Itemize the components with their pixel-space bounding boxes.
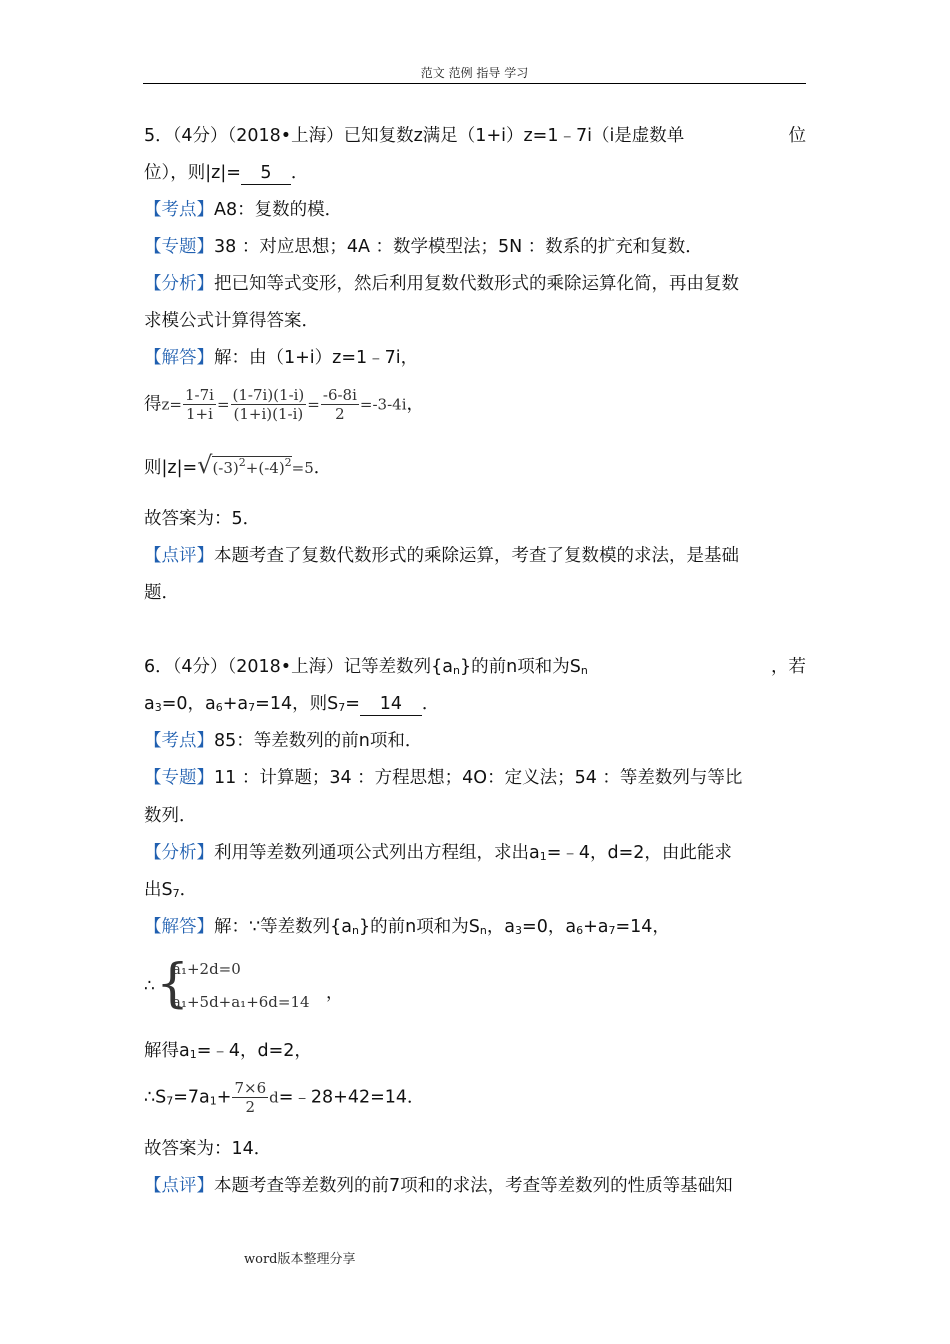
q5-sqrt-sign: √	[197, 451, 213, 479]
q6-jiede-a: 解得a	[144, 1041, 190, 1061]
q6-final-answer: 故答案为：14．	[144, 1139, 272, 1159]
q6-l2-sub7: 7	[248, 701, 256, 714]
q5-fenxi-line1	[144, 273, 739, 295]
q5-zhuanti-tag: 【专题】	[144, 237, 214, 257]
q5-f3-den: 2	[335, 405, 345, 423]
q6-s7-e: =﹣28+42=14．	[278, 1087, 425, 1108]
q5-kaodian	[144, 199, 342, 221]
q6-l2-sub6: 6	[215, 701, 223, 714]
q6-fenxi2-sub7: 7	[172, 887, 180, 900]
q6-zhuanti-tag: 【专题】	[144, 768, 214, 788]
q5-sqrt-body	[212, 456, 291, 477]
q5-final-answer: 故答案为：5．	[144, 509, 261, 529]
q5-modulus-line	[144, 452, 331, 479]
q6-jieda-sub-n2: n	[479, 924, 487, 937]
q5-ze: 则|z|=	[144, 458, 198, 478]
q6-stem-main	[144, 656, 588, 682]
q6-l2-sub3: 3	[154, 701, 162, 714]
q5-sqrt-a: (-3)	[212, 459, 239, 477]
q5-fenxi-text1: 把已知等式变形，然后利用复数代数形式的乘除运算化简，再由复数	[214, 274, 739, 294]
q6-l1-a: 6．（4分）（2018•上海）记等差数列{a	[144, 657, 453, 677]
q6-l2-b: =0，a	[161, 694, 216, 714]
q5-fraction-3	[321, 386, 359, 423]
q6-l2-c: +a	[222, 694, 249, 714]
q6-jiede-sub1: 1	[189, 1048, 197, 1061]
q6-jieda-line1	[144, 916, 670, 942]
q6-fenxi1-b: =﹣4，d=2，由此能求	[546, 843, 732, 863]
q5-sqrt-result: =5	[291, 459, 314, 477]
q6-l2-sub7b: 7	[338, 701, 346, 714]
q6-fenxi1-sub1: 1	[539, 850, 547, 863]
q6-jieda-sub-n: n	[352, 924, 359, 937]
q6-l2-d: =14，则S	[255, 694, 339, 714]
q6-sys-eq1: a₁+2d=0	[172, 960, 241, 978]
q6-fenxi-tag: 【分析】	[144, 843, 214, 863]
q5-eq-end: =-3-4i	[359, 395, 407, 414]
q6-fenxi2-a: 出S	[144, 880, 173, 900]
page-header: 范文 范例 指导 学习	[420, 66, 529, 80]
q5-sqrt-exp2: 2	[284, 456, 292, 469]
q5-stem-line2-post: ．	[290, 163, 309, 183]
q6-kaodian-text: 85：等差数列的前n项和．	[214, 731, 423, 751]
q6-s7-d: d	[269, 1088, 279, 1107]
q5-fenxi-tag: 【分析】	[144, 274, 214, 294]
q6-s7-sub1: 1	[209, 1094, 217, 1108]
q6-jieda-f: =14，	[615, 917, 670, 937]
q5-kaodian-tag: 【考点】	[144, 200, 214, 220]
q6-dianping-line1	[144, 1175, 733, 1197]
q6-fenxi2-b: ．	[179, 880, 198, 900]
q5-eq-sign1: =	[216, 395, 230, 414]
q5-de: 得	[144, 394, 162, 415]
q6-sys-comma: ，	[326, 983, 343, 1003]
q6-l1-b: }的前n项和为S	[459, 657, 581, 677]
q5-eq-sign2: =	[307, 395, 320, 414]
q6-jiede-line	[144, 1040, 312, 1066]
q6-jieda-sub3: 3	[515, 924, 523, 937]
q6-s7-a: ∴S	[144, 1087, 167, 1108]
q6-s7-fden: 2	[245, 1098, 256, 1116]
q5-dianping-text1: 本题考查了复数代数形式的乘除运算，考查了复数模的求法，是基础	[214, 546, 739, 566]
q6-dianping-text: 本题考查等差数列的前7项和的求法，考查等差数列的性质等基础知	[214, 1176, 733, 1196]
q6-l1-c: ，若	[771, 657, 806, 677]
q5-dianping-line1	[144, 545, 739, 567]
q5-stem-line1	[144, 125, 806, 147]
q6-zhuanti-text1: 11 ：计算题；34 ：方程思想；4O：定义法；54 ：等差数列与等比	[214, 768, 743, 788]
q6-jieda-a: 解：∵等差数列{a	[214, 917, 352, 937]
q6-s7-sub7: 7	[166, 1094, 174, 1108]
q5-sqrt-period: ．	[313, 458, 332, 478]
q5-sqrt-exp1: 2	[238, 456, 246, 469]
q6-l1-sub-n2: n	[580, 664, 588, 677]
q6-l1-sub-n: n	[452, 664, 460, 677]
q5-fraction-2	[231, 386, 307, 423]
q6-stem-line1	[144, 656, 806, 682]
q5-eq-z: z=	[161, 395, 182, 414]
q6-jieda-b: }的前n项和为S	[358, 917, 480, 937]
q6-kaodian	[144, 730, 422, 752]
page-footer: word版本整理分享	[244, 1252, 356, 1267]
q6-jieda-c: ，a	[486, 917, 516, 937]
q6-therefore: ∴	[144, 976, 155, 996]
q6-jieda-e: +a	[583, 917, 609, 937]
q5-f2-den: (1+i)(1-i)	[233, 405, 304, 423]
q5-answer-blank: 5	[241, 162, 291, 185]
q5-jieda-tag: 【解答】	[144, 348, 214, 368]
q5-stem-end: 位	[788, 126, 806, 146]
q6-s7-b: =7a	[173, 1087, 210, 1108]
q5-stem-text: 5．（4分）（2018•上海）已知复数z满足（1+i）z=1﹣7i（i是虚数单	[144, 126, 685, 146]
q5-stem-line2	[144, 162, 308, 185]
q5-eq-comma: ，	[406, 394, 424, 415]
q6-jieda-sub6: 6	[576, 924, 584, 937]
q6-dianping-tag: 【点评】	[144, 1176, 214, 1196]
q5-kaodian-text: A8：复数的模．	[214, 200, 343, 220]
q5-dianping-line2: 题．	[144, 583, 179, 603]
q5-jieda-text1: 解：由（1+i）z=1﹣7i，	[214, 348, 419, 368]
q5-stem-line2-pre: 位），则|z|=	[144, 163, 241, 183]
q5-fraction-1	[183, 386, 216, 423]
q6-l2-e: =	[345, 694, 360, 714]
q6-jieda-d: =0，a	[522, 917, 577, 937]
q5-fenxi-line2: 求模公式计算得答案．	[144, 311, 319, 331]
q6-jieda-sub7: 7	[608, 924, 616, 937]
q6-fenxi1-a: 利用等差数列通项公式列出方程组，求出a	[214, 843, 540, 863]
q6-jieda-tag: 【解答】	[144, 917, 214, 937]
q6-jiede-b: =﹣4，d=2，	[196, 1041, 312, 1061]
q6-zhuanti-line2: 数列．	[144, 806, 197, 826]
q6-s7-line	[144, 1079, 425, 1116]
q6-fenxi-line1	[144, 842, 732, 868]
q6-stem-line2	[144, 693, 439, 719]
q5-jieda-line1	[144, 347, 418, 369]
q6-s7-fraction	[232, 1079, 268, 1116]
header-rule	[143, 83, 806, 84]
q6-kaodian-tag: 【考点】	[144, 731, 214, 751]
q5-f1-num: 1-7i	[184, 386, 214, 404]
q5-f2-num: (1-7i)(1-i)	[232, 386, 305, 404]
q6-s7-c: +	[216, 1087, 232, 1108]
q5-f3-num: -6-8i	[322, 386, 357, 404]
q6-zhuanti-line1	[144, 767, 742, 789]
q6-left-brace: {	[156, 954, 190, 1014]
q6-l2-post: ．	[421, 694, 440, 714]
q6-l2-a: a	[144, 694, 155, 714]
q5-zhuanti	[144, 236, 703, 258]
q5-dianping-tag: 【点评】	[144, 546, 214, 566]
q6-fenxi-line2	[144, 879, 197, 905]
q5-f1-den: 1+i	[186, 405, 213, 423]
q5-equation-z	[144, 386, 424, 423]
q6-s7-fnum: 7×6	[234, 1079, 267, 1097]
q6-answer-blank: 14	[360, 693, 422, 716]
q5-sqrt-b: +(-4)	[245, 459, 285, 477]
q6-sys-eq2: a₁+5d+a₁+6d=14	[172, 993, 310, 1011]
q5-zhuanti-text: 38 ：对应思想；4A ：数学模型法；5N ：数系的扩充和复数．	[214, 237, 703, 257]
